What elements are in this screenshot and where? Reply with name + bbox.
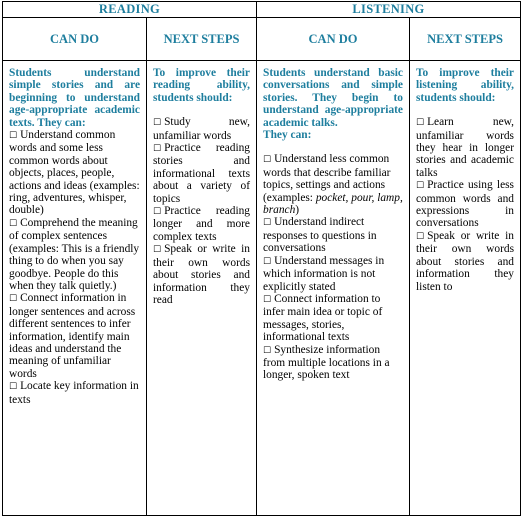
item-text: Practice using less common words and expressions in conversations <box>416 179 514 230</box>
item-text-end: ) <box>295 204 300 217</box>
checkbox-icon: ☐ <box>153 118 162 129</box>
checkbox-icon: ☐ <box>9 294 18 305</box>
reading-next-steps-header: NEXT STEPS <box>147 18 257 61</box>
checkbox-icon: ☐ <box>416 231 425 242</box>
checkbox-icon: ☐ <box>263 345 272 356</box>
item-text: Understand less common words that describe familiar topics, settings and actions (examples: <box>263 153 391 204</box>
checkbox-icon: ☐ <box>263 218 272 229</box>
list-item <box>9 129 140 217</box>
reading-next-steps-intro: To improve their reading ability, students should: <box>153 67 250 104</box>
list-item <box>263 293 403 344</box>
item-text: Practice reading stories and informational texts about a variety of topics <box>153 142 250 205</box>
reading-can-do-intro: Students understand simple stories and are beginning to understand age-appropriate academic texts. They can: <box>9 67 140 129</box>
checkbox-icon: ☐ <box>153 144 162 155</box>
item-text: Connect information to infer main idea or topic of messages, stories, informational texts <box>263 292 383 344</box>
checkbox-icon: ☐ <box>9 382 18 393</box>
reading-header: READING <box>3 2 257 18</box>
list-item <box>153 205 250 243</box>
reading-next-steps-cell <box>147 61 257 516</box>
list-item <box>263 255 403 293</box>
item-text: Comprehend the meaning of complex sentences (examples: This is a friendly thing to do when you say goodbye. People do this when they talk quietly.) <box>9 216 140 292</box>
list-item <box>416 116 514 179</box>
reading-can-do-header: CAN DO <box>3 18 147 61</box>
section-header-row <box>3 2 521 18</box>
list-item <box>9 217 140 292</box>
checkbox-icon: ☐ <box>263 294 272 305</box>
column-header-row <box>3 18 521 61</box>
checkbox-icon: ☐ <box>263 256 272 267</box>
list-item <box>153 142 250 205</box>
checkbox-icon: ☐ <box>9 218 18 229</box>
checkbox-icon: ☐ <box>416 118 425 129</box>
item-text: Understand messages in which information is not explicitly stated <box>263 254 385 293</box>
listening-next-steps-intro: To improve their listening ability, students should: <box>416 67 514 104</box>
item-text: Understand indirect responses to questions in conversations <box>263 216 377 255</box>
listening-can-do-cell <box>257 61 410 516</box>
listening-can-do-header: CAN DO <box>257 18 410 61</box>
skills-table <box>2 1 521 516</box>
checkbox-icon: ☐ <box>9 131 18 142</box>
listening-header: LISTENING <box>257 2 521 18</box>
list-item <box>9 292 140 380</box>
list-item <box>263 344 403 382</box>
item-text: Practice reading longer and more complex texts <box>153 205 250 243</box>
list-item <box>416 230 514 293</box>
intro-subtext: They can: <box>263 129 312 142</box>
checkbox-icon: ☐ <box>263 155 272 166</box>
reading-can-do-cell <box>3 61 147 516</box>
checkbox-icon: ☐ <box>153 245 162 256</box>
list-item <box>263 153 403 216</box>
item-text: Learn new, unfamiliar words they hear in longer stories and academic talks <box>416 116 514 179</box>
list-item <box>9 380 140 406</box>
item-text: Connect information in longer sentences and across different sentences to infer information, identify main ideas and understand the meaning of unfamiliar words <box>9 292 136 380</box>
item-text: Speak or write in their own words about stories and information they listen to <box>416 229 514 293</box>
listening-can-do-intro <box>263 67 403 141</box>
item-text: Speak or write in their own words about stories and information they read <box>153 243 250 306</box>
list-item <box>153 116 250 142</box>
intro-text: Students understand basic conversations and simple stories. They begin to understand age-appropriate academic talks. <box>263 67 403 129</box>
list-item <box>153 243 250 306</box>
item-examples: pocket, pour, lamp, branch <box>263 191 403 217</box>
checkbox-icon: ☐ <box>153 207 162 218</box>
item-text: Locate key information in texts <box>9 380 139 406</box>
list-item <box>416 179 514 230</box>
item-text: Study new, unfamiliar words <box>153 116 250 142</box>
item-text: Synthesize information from multiple locations in a longer, spoken text <box>263 343 390 382</box>
listening-next-steps-cell <box>410 61 521 516</box>
item-text: Understand common words and some less common words about objects, places, people, actions and ideas (examples: ring, adventures, whisper, double) <box>9 129 140 217</box>
list-item <box>263 216 403 254</box>
content-row <box>3 61 521 516</box>
listening-next-steps-header: NEXT STEPS <box>410 18 521 61</box>
checkbox-icon: ☐ <box>416 181 425 192</box>
